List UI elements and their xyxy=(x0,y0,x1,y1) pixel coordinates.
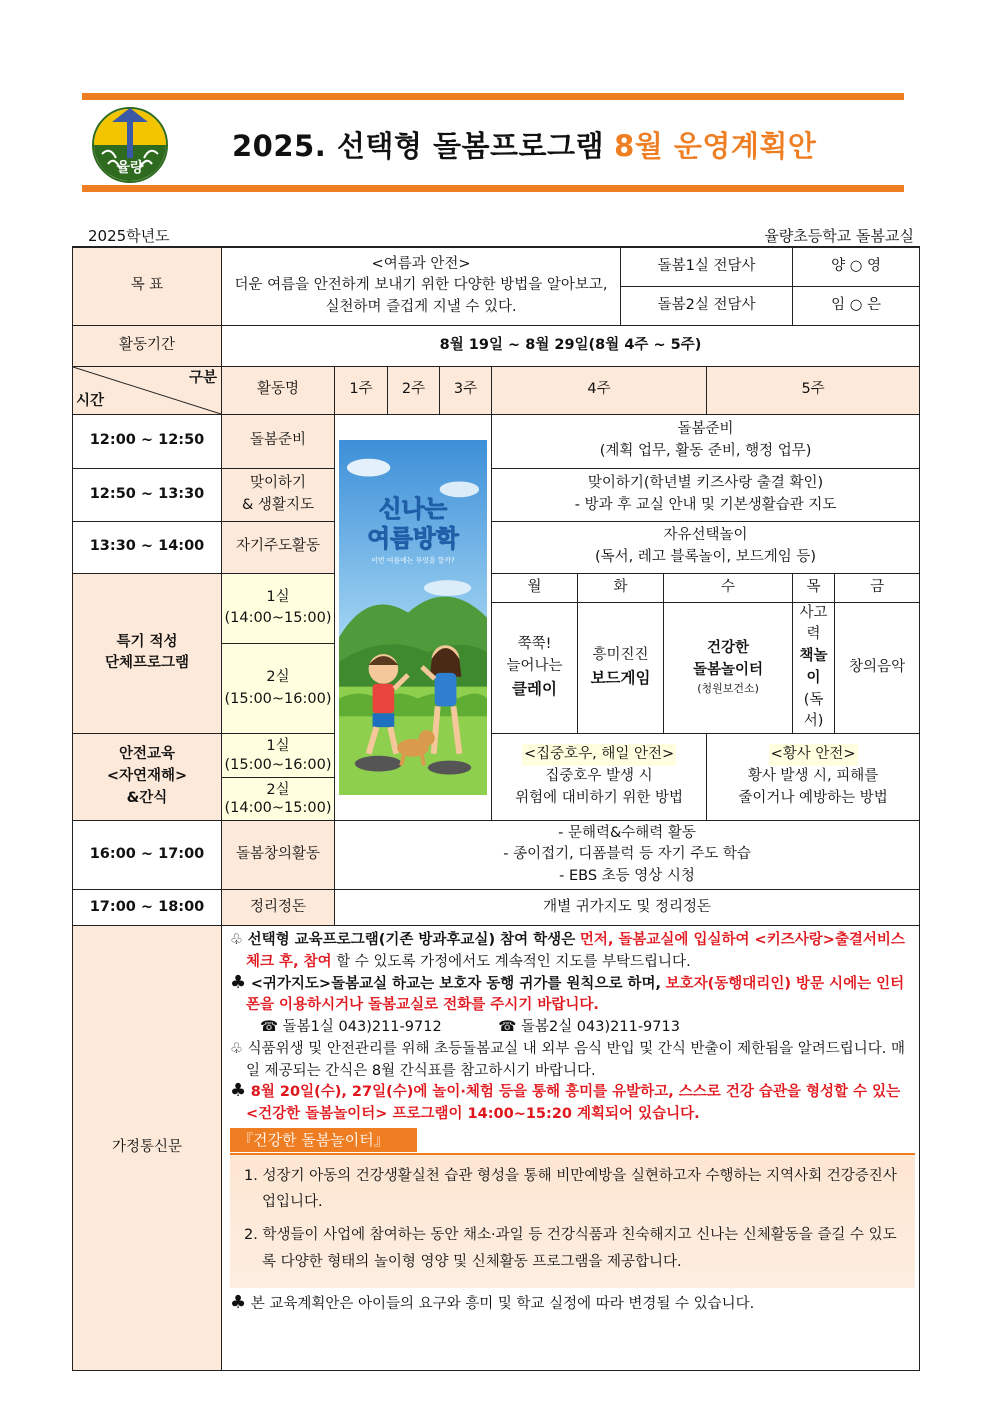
phone-room2: ☎ 돌봄2실 043)211-9713 xyxy=(498,1019,680,1035)
day-thu: 목 xyxy=(793,573,835,602)
time-1700: 17:00 ~ 18:00 xyxy=(73,890,222,926)
program-tue: 흥미진진 보드게임 xyxy=(578,602,664,734)
letter-para-5: ♣ 본 교육계획안은 아이들의 요구와 흥미 및 학교 실정에 따라 변경될 수 있습니다. xyxy=(230,1291,755,1313)
week3-header: 3주 xyxy=(440,366,492,414)
safety-label: 안전교육 <자연재해> &간식 xyxy=(73,734,222,821)
week5-header: 5주 xyxy=(707,366,920,414)
period-value: 8월 19일 ~ 8월 29일(8월 4주 ~ 5주) xyxy=(222,325,920,366)
time-1250: 12:50 ~ 13:30 xyxy=(73,468,222,521)
header-top-bar xyxy=(82,93,904,100)
header-bottom-bar xyxy=(82,185,904,192)
week1-header: 1주 xyxy=(335,366,388,414)
staff-name-1: 양 ○ 영 xyxy=(793,247,920,286)
time-1600: 16:00 ~ 17:00 xyxy=(73,821,222,890)
notice-title: 『건강한 돌봄놀이터』 xyxy=(230,1128,417,1153)
letter-para-1: ♧ 선택형 교육프로그램(기존 방과후교실) 참여 학생은 먼저, 돌봄교실에 입실하여 <키즈사랑>출결서비스 체크 후, 참여 할 수 있도록 가정에서도 계속적인 지도를 부탁드립니다. xyxy=(230,932,905,970)
goal-label: 목 표 xyxy=(73,247,222,325)
letter-phones xyxy=(230,1017,913,1039)
activity-prep: 돌봄준비 xyxy=(222,414,335,468)
day-wed: 수 xyxy=(664,573,793,602)
day-fri: 금 xyxy=(835,573,920,602)
week4-header: 4주 xyxy=(492,366,707,414)
week2-header: 2주 xyxy=(388,366,440,414)
goal-text: 더운 여름을 안전하게 보내기 위한 다양한 방법을 알아보고, 실천하며 즐겁게 지낼 수 있다. xyxy=(234,277,608,316)
creative-desc: - 문해력&수해력 활동 - 종이접기, 디폼블럭 등 자기 주도 학습 - EBS 초등 영상 시청 xyxy=(335,821,920,890)
self-directed-desc: 자유선택놀이 (독서, 레고 블록놀이, 보드게임 등) xyxy=(492,521,920,573)
page-title xyxy=(232,124,816,165)
program-wed: 건강한 돌봄놀이터 (청원보건소) xyxy=(664,602,793,734)
notice-section xyxy=(230,1126,913,1288)
staff-name-2: 임 ○ 은 xyxy=(793,286,920,325)
logo-text: 율량 xyxy=(116,160,144,176)
activity-header: 활동명 xyxy=(222,366,335,414)
safety-room1: 1실 (15:00~16:00) xyxy=(222,734,335,778)
time-1330: 13:30 ~ 14:00 xyxy=(73,521,222,573)
school-name: 율량초등학교 돌봄교실 xyxy=(764,227,914,245)
time-1200: 12:00 ~ 12:50 xyxy=(73,414,222,468)
staff-role-1: 돌봄1실 전담사 xyxy=(621,247,793,286)
phone-room1: ☎ 돌봄1실 043)211-9712 xyxy=(260,1019,442,1035)
staff-role-2: 돌봄2실 전담사 xyxy=(621,286,793,325)
activity-welcome: 맞이하기 & 생활지도 xyxy=(222,468,335,521)
program-fri: 창의음악 xyxy=(835,602,920,734)
notice-box xyxy=(230,1153,915,1288)
poster-subtitle: 이번 여름에는 무엇을 할까? xyxy=(371,555,455,564)
letter-para-3: ♧ 식품위생 및 안전관리를 위해 초등돌봄교실 내 외부 음식 반입 및 간식 반출이 제한됨을 알려드립니다. 매일 제공되는 간식은 8월 간식표를 참고하시기 바랍니다. xyxy=(230,1040,906,1079)
welcome-desc: 맞이하기(학년별 키즈사랑 출결 확인) - 방과 후 교실 안내 및 기본생활습관 지도 xyxy=(492,468,920,521)
safety-room2: 2실 (14:00~15:00) xyxy=(222,778,335,821)
poster-title-1: 신나는 xyxy=(378,494,448,523)
title-main: 2025. 선택형 돌봄프로그램 xyxy=(232,129,605,163)
safety-week4: <집중호우, 해일 안전> 집중호우 발생 시 위험에 대비하기 위한 방법 xyxy=(492,734,707,821)
notice-item-2: 2. 학생들이 사업에 참여하는 동안 채소·과일 등 건강식품과 친숙해지고 신나는 신체활동을 즐길 수 있도록 다양한 형태의 놀이형 영양 및 신체활동 프로그램을 제공합니다. xyxy=(244,1227,897,1270)
poster-title-2: 여름방학 xyxy=(367,524,459,553)
special-program-label: 특기 적성 단체프로그램 xyxy=(73,573,222,734)
plan-table xyxy=(72,246,920,1371)
cleanup-desc: 개별 귀가지도 및 정리정돈 xyxy=(335,890,920,926)
letter-para-2: ♣ <귀가지도>돌봄교실 하교는 보호자 동행 귀가를 원칙으로 하며, 보호자(동행대리인) 방문 시에는 인터폰을 이용하시거나 돌봄교실로 전화를 주시기 바랍니다. xyxy=(230,971,905,1014)
activity-cleanup: 정리정돈 xyxy=(222,890,335,926)
school-year: 2025학년도 xyxy=(88,227,170,245)
letter-para-4: ♣ 8월 20일(수), 27일(수)에 놀이·체험 등을 통해 흥미를 유발하고, 스스로 건강 습관을 형성할 수 있는 <건강한 돌봄놀이터> 프로그램이 14:00~15:20 계획되어 있습니다. xyxy=(230,1080,901,1122)
activity-creative: 돌봄창의활동 xyxy=(222,821,335,890)
school-logo-icon xyxy=(90,106,170,184)
day-tue: 화 xyxy=(578,573,664,602)
safety-week5: <황사 안전> 황사 발생 시, 피해를 줄이거나 예방하는 방법 xyxy=(707,734,920,821)
goal-content xyxy=(222,247,621,325)
summer-vacation-poster xyxy=(339,440,487,795)
title-highlight: 8월 운영계획안 xyxy=(614,129,817,163)
period-label: 활동기간 xyxy=(73,325,222,366)
special-room2: 2실 (15:00~16:00) xyxy=(222,644,335,734)
notice-item-1: 1. 성장기 아동의 건강생활실천 습관 형성을 통해 비만예방을 실현하고자 수행하는 지역사회 건강증진사업입니다. xyxy=(244,1167,897,1211)
program-mon: 쭉쭉! 늘어나는 클레이 xyxy=(492,602,578,734)
program-thu: 사고력 책놀이 (독서) xyxy=(793,602,835,734)
summer-poster-cell xyxy=(335,414,492,821)
letter-label: 가정통신문 xyxy=(73,926,222,1371)
special-room1: 1실 (14:00~15:00) xyxy=(222,573,335,644)
prep-desc: 돌봄준비 (계획 업무, 활동 준비, 행정 업무) xyxy=(492,414,920,468)
day-mon: 월 xyxy=(492,573,578,602)
division-time-header: 구분 시간 xyxy=(73,366,222,414)
goal-theme: <여름과 안전> xyxy=(371,255,471,272)
letter-content xyxy=(222,926,920,1371)
activity-self-directed: 자기주도활동 xyxy=(222,521,335,573)
